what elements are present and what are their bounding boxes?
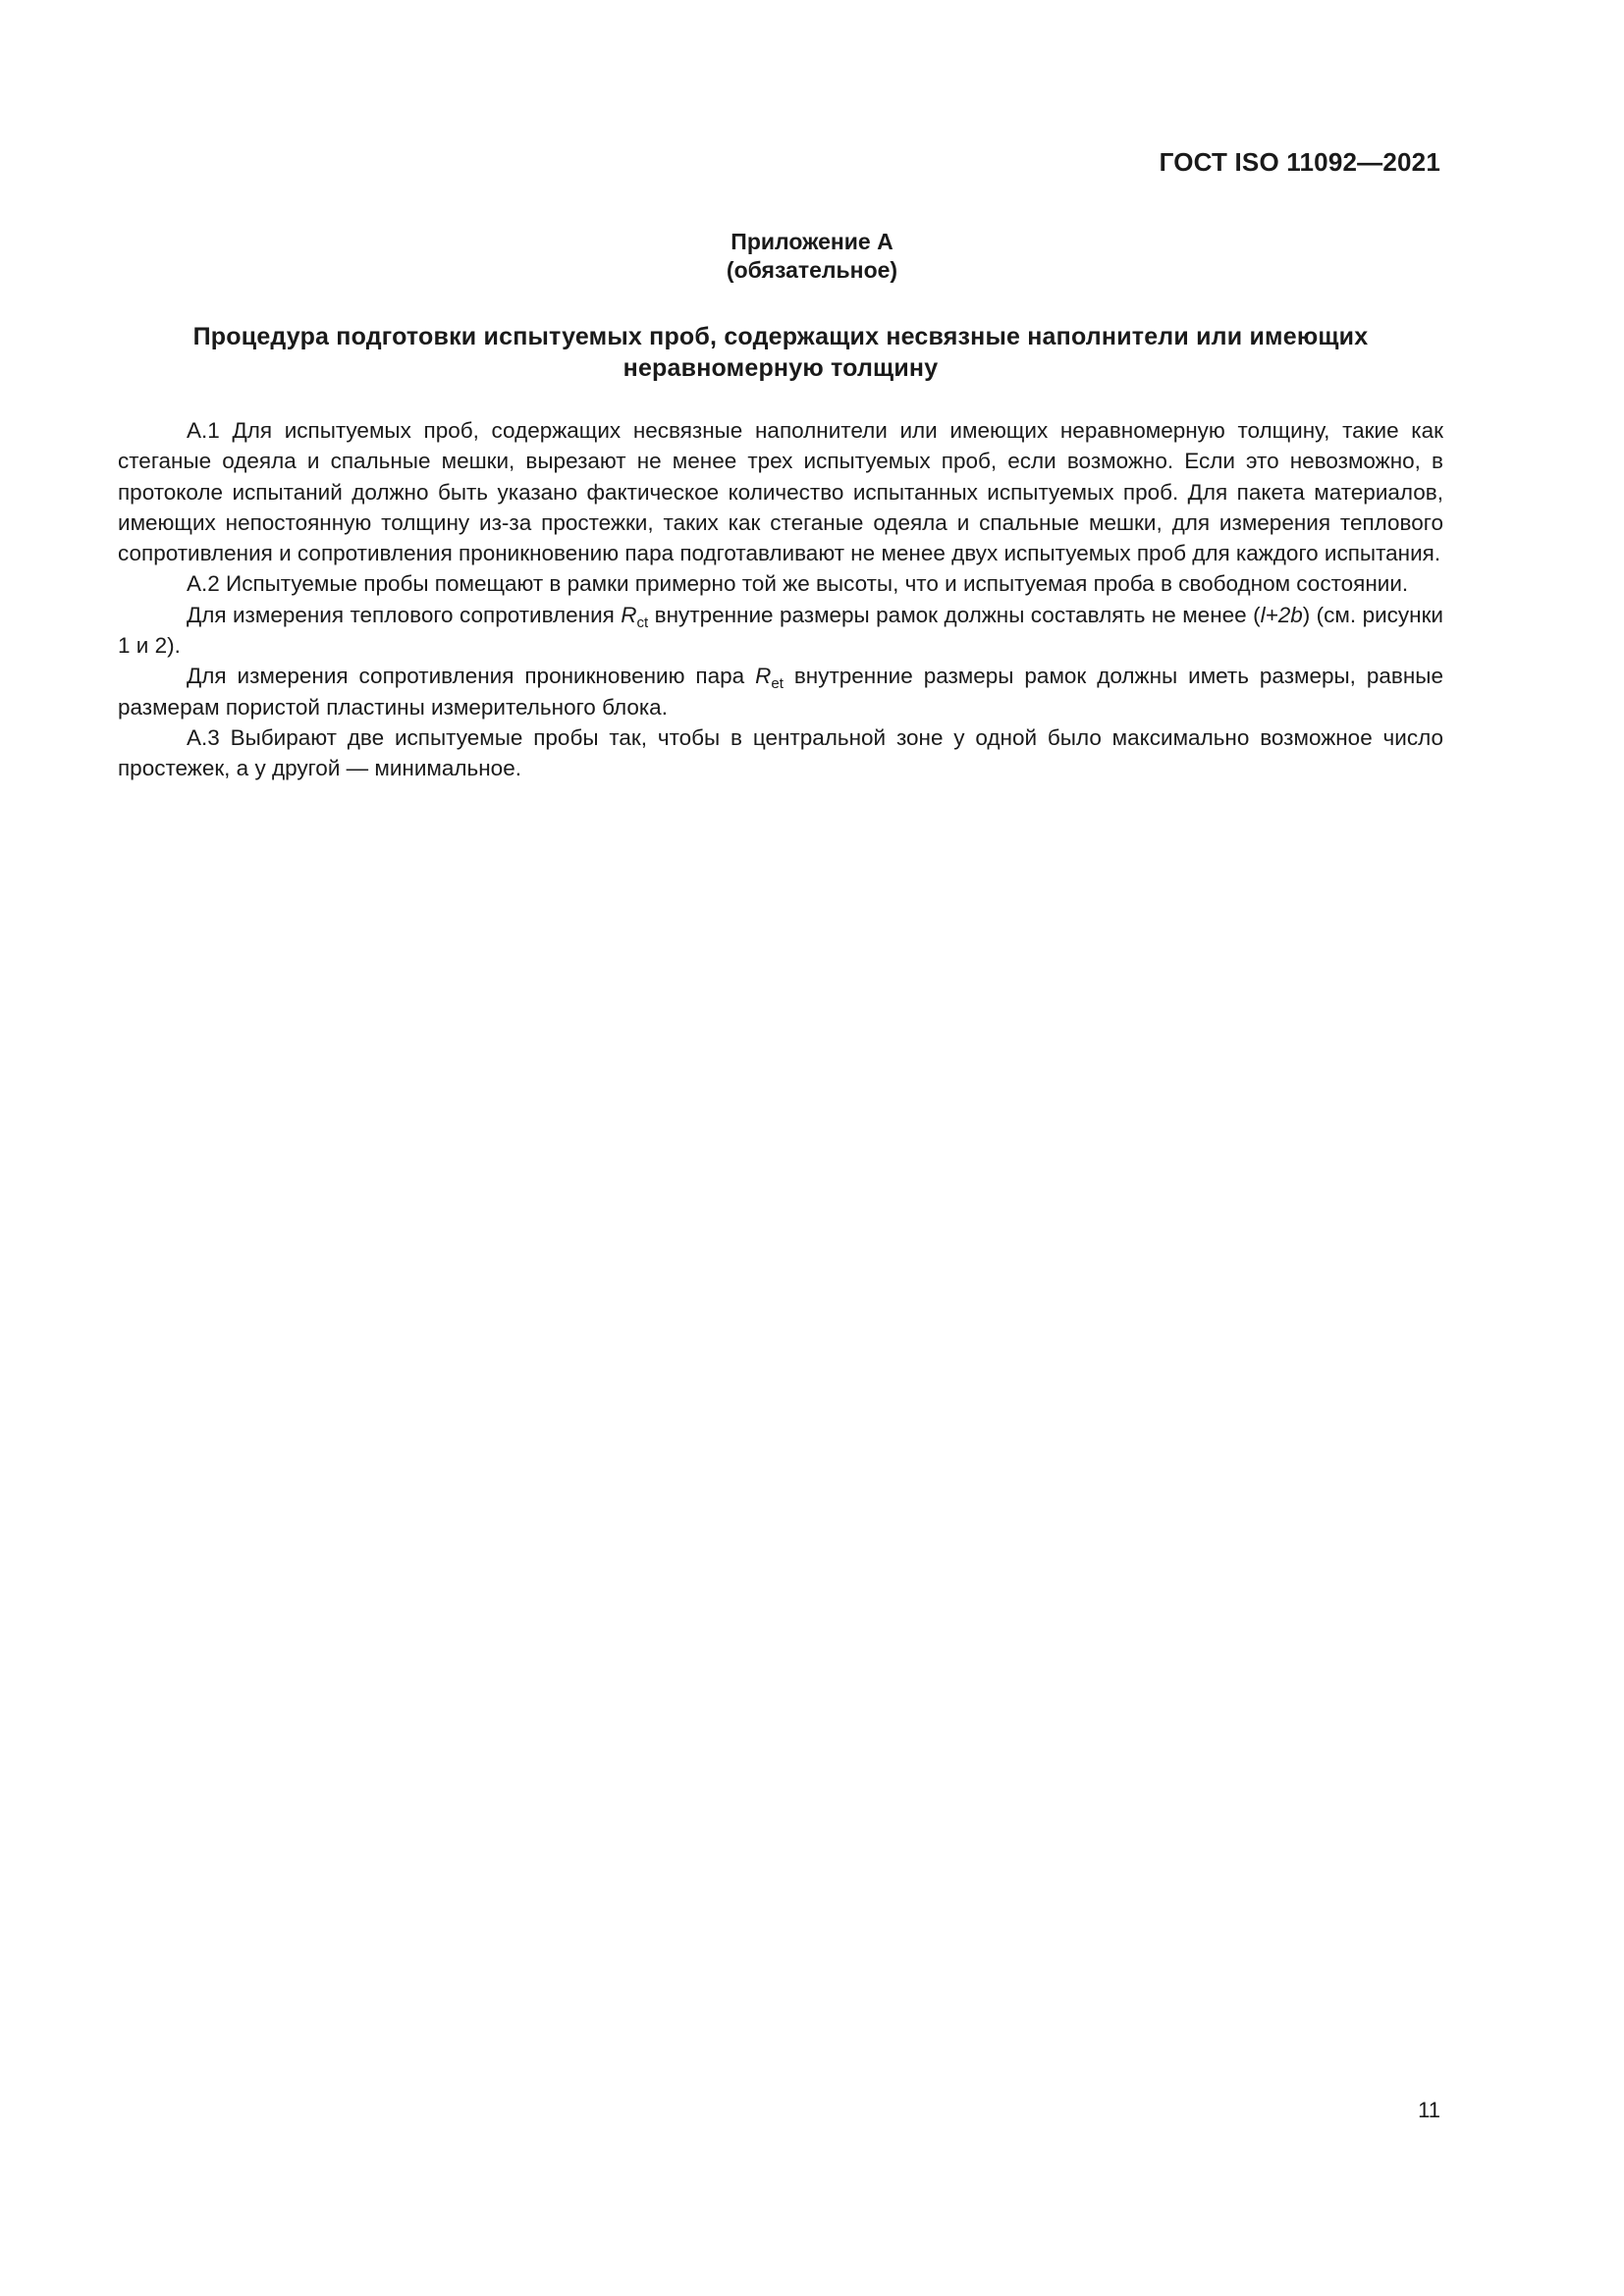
annex-title: Приложение А — [731, 229, 893, 254]
paragraph-rct — [118, 600, 1443, 662]
annex-heading — [0, 228, 1624, 285]
ret-text-after: внутренние размеры рамок должны иметь размеры, равные размерам пористой пластины измерительного блока. — [118, 664, 1443, 720]
body-text — [118, 415, 1443, 784]
rct-symbol: R — [621, 602, 637, 627]
section-title: Процедура подготовки испытуемых проб, содержащих несвязные наполнители или имеющих неравномерную толщину — [192, 323, 1369, 382]
paragraph-ret — [118, 661, 1443, 722]
rct-formula: l+2b — [1260, 602, 1303, 627]
rct-subscript: ct — [636, 614, 649, 631]
rct-text-after: ) (см. рисунки 1 и 2). — [118, 602, 1443, 659]
standard-designation: ГОСТ ISO 11092—2021 — [1159, 147, 1440, 177]
rct-text-before: Для измерения теплового сопротивления — [187, 602, 622, 627]
paragraph-a2: А.2 Испытуемые пробы помещают в рамки примерно той же высоты, что и испытуемая проба в свободном состоянии. — [187, 571, 1409, 597]
paragraph-a1: А.1 Для испытуемых проб, содержащих несвязные наполнители или имеющих неравномерную толщину, такие как стеганые одеяла и спальные мешки, вырезают не менее трех испытуемых проб, если возможно. Если это невозможно, в протоколе испытаний должно быть указано фактическое количество испытанных испытуемых проб. Для пакета материалов, имеющих непостоянную толщину из-за простежки, таких как стеганые одеяла и спальные мешки, для измерения теплового сопротивления и сопротивления проникновению пара подготавливают не менее двух испытуемых проб для каждого испытания. — [118, 418, 1443, 566]
page-number: 11 — [1418, 2098, 1440, 2122]
ret-subscript: et — [771, 675, 784, 693]
rct-text-middle: внутренние размеры рамок должны составлять не менее ( — [648, 602, 1261, 627]
paragraph-a3: А.3 Выбирают две испытуемые пробы так, чтобы в центральной зоне у одной было максимально возможное число простежек, а у другой — минимальное. — [118, 724, 1443, 781]
ret-symbol: R — [755, 664, 772, 689]
ret-text-before: Для измерения сопротивления проникновению пара — [187, 664, 756, 689]
annex-status: (обязательное) — [726, 257, 898, 283]
